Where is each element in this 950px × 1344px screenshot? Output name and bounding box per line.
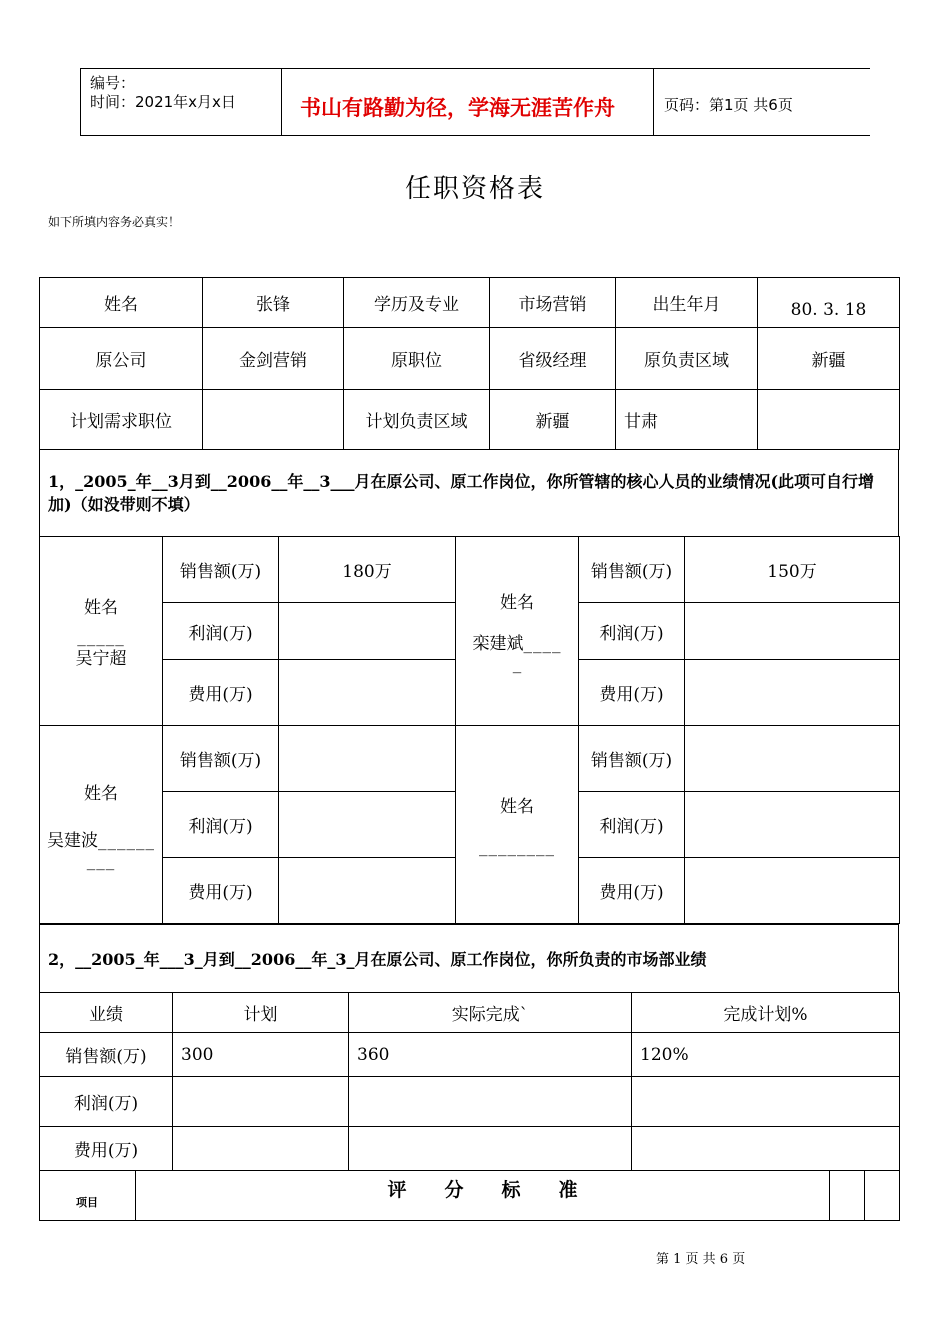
cost-plan xyxy=(173,1127,349,1171)
section1-table xyxy=(39,536,900,924)
person-name-label: 姓名 xyxy=(500,593,534,613)
profit-plan xyxy=(173,1077,349,1127)
sales-label: 销售额(万) xyxy=(579,537,685,603)
name-underline-tail: ___ xyxy=(86,850,116,871)
doc-time-label: 时间：2021年x月x日 xyxy=(90,93,236,111)
cost-value xyxy=(685,858,900,924)
cost-label: 费用(万) xyxy=(163,660,279,726)
header-page-label: 页码：第1页 共6页 xyxy=(664,96,793,114)
col-header-actual: 实际完成` xyxy=(349,993,632,1033)
birth-label: 出生年月 xyxy=(616,278,758,328)
section2-table xyxy=(39,992,900,1171)
header-motto: 书山有路勤为径，学海无涯苦作舟 xyxy=(300,96,615,120)
fill-note: 如下所填内容务必真实！ xyxy=(48,215,181,229)
section2-heading-table xyxy=(39,924,899,993)
person-name-label: 姓名 xyxy=(84,783,118,804)
birth-value: 80. 3. 18 xyxy=(758,278,900,328)
sales-value xyxy=(685,726,900,792)
name-underline: ______ xyxy=(98,830,155,851)
orig-position-label: 原职位 xyxy=(344,328,490,390)
page-title: 任职资格表 xyxy=(404,174,545,204)
sales-rate: 120% xyxy=(632,1033,900,1077)
sales-plan: 300 xyxy=(173,1033,349,1077)
row-label-sales: 销售额(万) xyxy=(40,1033,173,1077)
cost-label: 费用(万) xyxy=(163,858,279,924)
profit-value xyxy=(279,603,456,660)
cost-rate xyxy=(632,1127,900,1171)
score-table xyxy=(39,1170,900,1221)
profit-label: 利润(万) xyxy=(163,603,279,660)
info-table xyxy=(39,277,900,450)
plan-position-label: 计划需求职位 xyxy=(40,390,203,450)
person-name: 栾建斌 xyxy=(472,634,524,654)
person-cell xyxy=(456,726,579,924)
sales-value: 150万 xyxy=(685,537,900,603)
name-underline: ________ xyxy=(479,837,555,857)
sales-label: 销售额(万) xyxy=(163,537,279,603)
person-cell xyxy=(40,726,163,924)
sales-label: 销售额(万) xyxy=(579,726,685,792)
profit-value xyxy=(279,792,456,858)
col-header-performance: 业绩 xyxy=(40,993,173,1033)
score-standard-label: 评 分 标 准 xyxy=(136,1171,830,1221)
cost-label: 费用(万) xyxy=(579,858,685,924)
sales-value xyxy=(279,726,456,792)
col-header-plan: 计划 xyxy=(173,993,349,1033)
name-label: 姓名 xyxy=(40,278,203,328)
plan-position-value xyxy=(203,390,344,450)
cost-label: 费用(万) xyxy=(579,660,685,726)
profit-label: 利润(万) xyxy=(163,792,279,858)
row-label-profit: 利润(万) xyxy=(40,1077,173,1127)
name-underline-tail: _ xyxy=(512,654,522,674)
name-value: 张锋 xyxy=(203,278,344,328)
sales-label: 销售额(万) xyxy=(163,726,279,792)
section2-heading: 2，__2005_年___3_月到__2006__年_3_月在原公司、原工作岗位，你所负责的市场部业绩 xyxy=(40,925,899,993)
orig-region-label: 原负责区域 xyxy=(616,328,758,390)
person-cell xyxy=(40,537,163,726)
profit-rate xyxy=(632,1077,900,1127)
section1-heading: 1，_2005_年__3月到__2006__年__3___月在原公司、原工作岗位，你所管辖的核心人员的业绩情况(此项可自行增加)（如没带则不填） xyxy=(40,450,899,537)
row-label-cost: 费用(万) xyxy=(40,1127,173,1171)
profit-value xyxy=(685,792,900,858)
profit-label: 利润(万) xyxy=(579,603,685,660)
score-blank-1 xyxy=(830,1171,865,1221)
profit-value xyxy=(685,603,900,660)
education-value: 市场营销 xyxy=(490,278,616,328)
name-underline: _____ xyxy=(77,627,125,647)
person-cell xyxy=(456,537,579,726)
orig-company-label: 原公司 xyxy=(40,328,203,390)
profit-label: 利润(万) xyxy=(579,792,685,858)
sales-actual: 360 xyxy=(349,1033,632,1077)
person-name-label: 姓名 xyxy=(500,797,534,817)
cost-value xyxy=(685,660,900,726)
person-name: 吴建波 xyxy=(47,830,98,851)
education-label: 学历及专业 xyxy=(344,278,490,328)
orig-company-value: 金剑营销 xyxy=(203,328,344,390)
plan-region-value-3 xyxy=(758,390,900,450)
person-name-label: 姓名 xyxy=(84,598,118,618)
plan-region-value-1: 新疆 xyxy=(490,390,616,450)
name-underline: ____ xyxy=(523,634,562,654)
score-item-label: 项目 xyxy=(40,1171,136,1221)
plan-region-label: 计划负责区域 xyxy=(344,390,490,450)
cost-value xyxy=(279,660,456,726)
cost-value xyxy=(279,858,456,924)
person-name: 吴宁超 xyxy=(75,649,127,669)
plan-region-value-2: 甘肃 xyxy=(616,390,758,450)
orig-position-value: 省级经理 xyxy=(490,328,616,390)
page-footer: 第 1 页 共 6 页 xyxy=(656,1252,746,1267)
orig-region-value: 新疆 xyxy=(758,328,900,390)
doc-number-label: 编号： xyxy=(90,74,136,92)
sales-value: 180万 xyxy=(279,537,456,603)
col-header-rate: 完成计划% xyxy=(632,993,900,1033)
profit-actual xyxy=(349,1077,632,1127)
score-blank-2 xyxy=(865,1171,900,1221)
section1-heading-table xyxy=(39,449,899,537)
cost-actual xyxy=(349,1127,632,1171)
